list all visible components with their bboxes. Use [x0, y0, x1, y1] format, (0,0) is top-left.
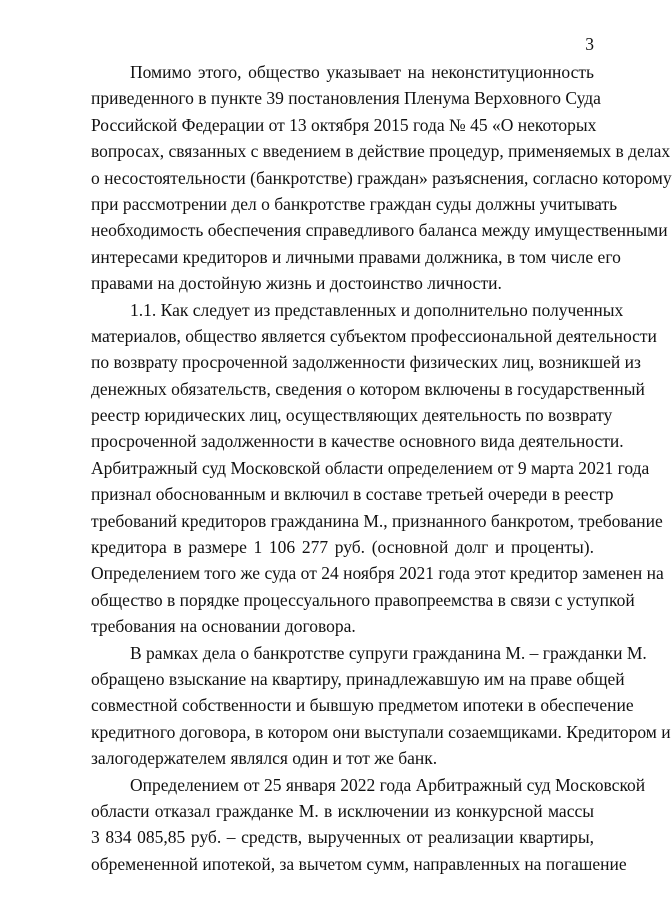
text-line: приведенного в пункте 39 постановления Пленума Верховного Суда	[91, 88, 601, 109]
document-body	[91, 59, 672, 877]
text-line: Помимо этого, общество указывает на неконституционность	[130, 62, 594, 82]
text-line: требований кредиторов гражданина М., признанного банкротом, требование	[91, 510, 663, 531]
text-line: 3 834 085,85 руб. – средств, вырученных от реализации квартиры,	[91, 827, 594, 848]
page-number: 3	[585, 34, 594, 54]
text-line: кредитного договора, в котором они выступали созаемщиками. Кредитором и	[91, 721, 671, 742]
text-line: просроченной задолженности в качестве основного вида деятельности.	[91, 431, 624, 452]
text-line: Определением от 25 января 2022 года Арбитражный суд Московской	[130, 774, 646, 795]
text-line: интересами кредиторов и личными правами должника, в том числе его	[91, 246, 621, 267]
text-line: при рассмотрении дел о банкротстве граждан суды должны учитывать	[91, 193, 618, 214]
text-line: 1.1. Как следует из представленных и дополнительно полученных	[130, 299, 624, 320]
paragraph	[91, 59, 672, 297]
text-line: кредитора в размере 1 106 277 руб. (основной долг и проценты).	[91, 537, 594, 558]
text-line: Российской Федерации от 13 октября 2015 года № 45 «О некоторых	[91, 114, 597, 135]
text-line: вопросах, связанных с введением в действие процедур, применяемых в делах	[91, 141, 671, 162]
text-line: Арбитражный суд Московской области определением от 9 марта 2021 года	[91, 457, 650, 478]
text-line: правами на достойную жизнь и достоинство личности.	[91, 273, 502, 294]
text-line: области отказал гражданке М. в исключении из конкурсной массы	[91, 800, 594, 821]
text-line: совместной собственности и бывшую предметом ипотеки в обеспечение	[91, 695, 634, 716]
text-line: материалов, общество является субъектом профессиональной деятельности	[91, 325, 657, 346]
paragraph	[91, 640, 671, 772]
text-line: требования на основании договора.	[91, 616, 356, 637]
text-line: необходимость обеспечения справедливого баланса между имущественными	[91, 220, 668, 241]
text-line: признал обоснованным и включил в составе третьей очереди в реестр	[91, 484, 614, 505]
text-line: по возврату просроченной задолженности физических лиц, возникшей из	[91, 352, 641, 373]
text-line: реестр юридических лиц, осуществляющих деятельность по возврату	[91, 405, 613, 426]
text-line: обращено взыскание на квартиру, принадлежавшую им на праве общей	[91, 668, 625, 689]
text-line: залогодержателем являлся один и тот же банк.	[91, 748, 438, 769]
text-line: общество в порядке процессуального правопреемства в связи с уступкой	[91, 589, 635, 610]
text-line: обремененной ипотекой, за вычетом сумм, направленных на погашение	[91, 853, 627, 874]
text-line: денежных обязательств, сведения о котором включены в государственный	[91, 378, 645, 399]
text-line: о несостоятельности (банкротстве) граждан» разъяснения, согласно которому	[91, 167, 672, 188]
paragraph	[91, 297, 664, 640]
text-line: В рамках дела о банкротстве супруги гражданина М. – гражданки М.	[130, 642, 647, 663]
text-line: Определением того же суда от 24 ноября 2021 года этот кредитор заменен на	[91, 563, 664, 584]
paragraph	[91, 772, 646, 878]
